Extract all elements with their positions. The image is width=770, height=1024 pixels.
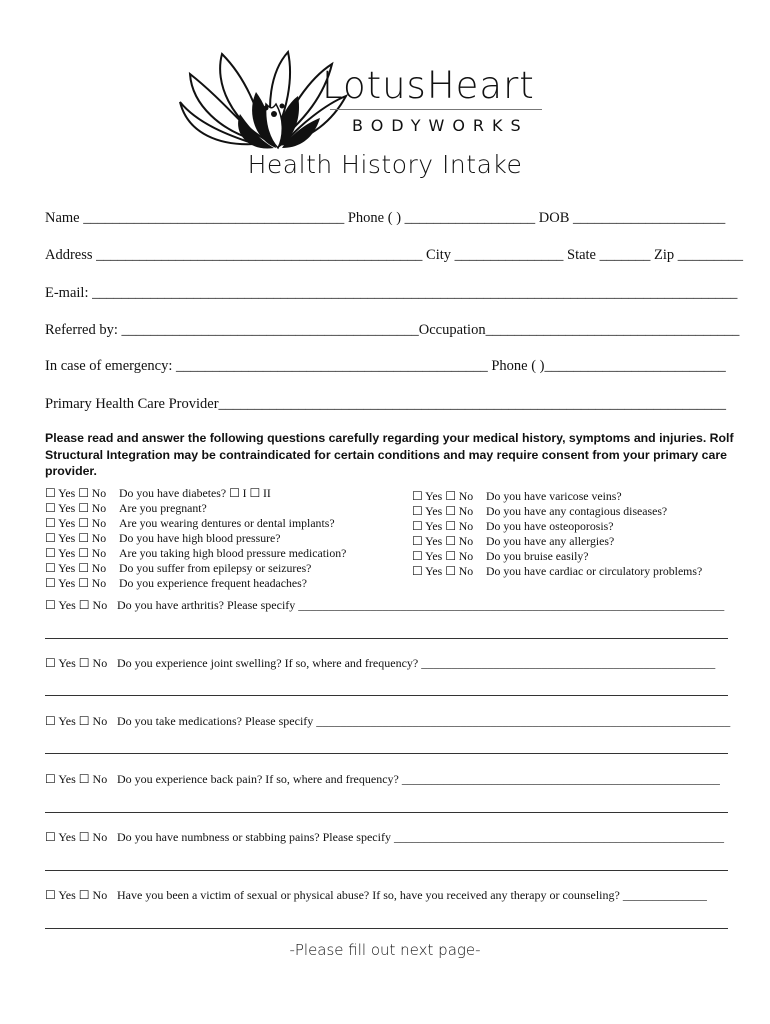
- yes-no-checkboxes[interactable]: ☐ Yes ☐ No: [45, 531, 107, 545]
- question-pregnant[interactable]: ☐ Yes ☐ No Are you pregnant?: [45, 501, 207, 515]
- brand-name: LotusHeart: [322, 64, 535, 107]
- answer-line[interactable]: [45, 753, 728, 754]
- answer-line[interactable]: [45, 870, 728, 871]
- field-row-emergency[interactable]: In case of emergency: ___________________________________________ Phone ( )_________________________: [45, 358, 726, 374]
- page-title: Health History Intake: [247, 150, 523, 179]
- answer-line[interactable]: [45, 638, 728, 639]
- question-dentures[interactable]: ☐ Yes ☐ No Are you wearing dentures or dental implants?: [45, 516, 335, 530]
- question-arthritis[interactable]: ☐ Yes ☐ No Do you have arthritis? Please specify _______________________________________________________________________: [45, 598, 725, 612]
- answer-line[interactable]: [45, 812, 728, 813]
- yes-no-checkboxes[interactable]: ☐ Yes ☐ No: [45, 598, 108, 612]
- question-joint-swelling[interactable]: ☐ Yes ☐ No Do you experience joint swelling? If so, where and frequency? _________________________________________________: [45, 656, 716, 670]
- question-bp-medication[interactable]: ☐ Yes ☐ No Are you taking high blood pressure medication?: [45, 546, 347, 560]
- yes-no-checkboxes[interactable]: ☐ Yes ☐ No: [45, 516, 107, 530]
- yes-no-checkboxes[interactable]: ☐ Yes ☐ No: [45, 576, 107, 590]
- question-varicose-veins[interactable]: ☐ Yes ☐ No Do you have varicose veins?: [412, 489, 622, 503]
- field-row-email[interactable]: E-mail: _________________________________________________________________________________________: [45, 285, 738, 301]
- question-abuse[interactable]: ☐ Yes ☐ No Have you been a victim of sexual or physical abuse? If so, have you received any therapy or counseling? ______________: [45, 888, 707, 902]
- question-back-pain[interactable]: ☐ Yes ☐ No Do you experience back pain? If so, where and frequency? _____________________________________________________: [45, 772, 720, 786]
- yes-no-checkboxes[interactable]: ☐ Yes ☐ No: [45, 714, 108, 728]
- question-contagious-diseases[interactable]: ☐ Yes ☐ No Do you have any contagious diseases?: [412, 504, 668, 518]
- footer-note: -Please fill out next page-: [289, 941, 481, 959]
- yes-no-checkboxes[interactable]: ☐ Yes ☐ No: [412, 549, 474, 563]
- yes-no-checkboxes[interactable]: ☐ Yes ☐ No: [45, 546, 107, 560]
- question-numbness[interactable]: ☐ Yes ☐ No Do you have numbness or stabbing pains? Please specify _______________________________________________________: [45, 830, 724, 844]
- question-allergies[interactable]: ☐ Yes ☐ No Do you have any allergies?: [412, 534, 615, 548]
- yes-no-checkboxes[interactable]: ☐ Yes ☐ No: [45, 888, 108, 902]
- yes-no-checkboxes[interactable]: ☐ Yes ☐ No: [45, 656, 108, 670]
- yes-no-checkboxes[interactable]: ☐ Yes ☐ No: [412, 519, 474, 533]
- yes-no-checkboxes[interactable]: ☐ Yes ☐ No: [412, 564, 474, 578]
- brand-subtitle: BODYWORKS: [352, 116, 529, 135]
- brand-divider: [330, 109, 542, 110]
- question-high-blood-pressure[interactable]: ☐ Yes ☐ No Do you have high blood pressure?: [45, 531, 281, 545]
- yes-no-checkboxes[interactable]: ☐ Yes ☐ No: [45, 830, 108, 844]
- field-row-referral-occupation[interactable]: Referred by: _________________________________________Occupation___________________________________: [45, 322, 740, 338]
- field-row-address[interactable]: Address _____________________________________________ City _______________ State _______ Zip _________: [45, 247, 744, 263]
- question-medications[interactable]: ☐ Yes ☐ No Do you take medications? Please specify _____________________________________________________________________: [45, 714, 731, 728]
- yes-no-checkboxes[interactable]: ☐ Yes ☐ No: [45, 501, 107, 515]
- question-cardiac[interactable]: ☐ Yes ☐ No Do you have cardiac or circulatory problems?: [412, 564, 703, 578]
- answer-line[interactable]: [45, 928, 728, 929]
- yes-no-checkboxes[interactable]: ☐ Yes ☐ No: [45, 486, 107, 500]
- yes-no-checkboxes[interactable]: ☐ Yes ☐ No: [45, 772, 108, 786]
- question-osteoporosis[interactable]: ☐ Yes ☐ No Do you have osteoporosis?: [412, 519, 614, 533]
- answer-line[interactable]: [45, 695, 728, 696]
- yes-no-checkboxes[interactable]: ☐ Yes ☐ No: [412, 489, 474, 503]
- field-row-name-phone-dob[interactable]: Name ____________________________________ Phone ( ) __________________ DOB _____________________: [45, 210, 726, 226]
- question-diabetes[interactable]: ☐ Yes ☐ No Do you have diabetes? ☐ I ☐ II: [45, 486, 271, 500]
- yes-no-checkboxes[interactable]: ☐ Yes ☐ No: [412, 534, 474, 548]
- question-epilepsy[interactable]: ☐ Yes ☐ No Do you suffer from epilepsy or seizures?: [45, 561, 312, 575]
- question-headaches[interactable]: ☐ Yes ☐ No Do you experience frequent headaches?: [45, 576, 307, 590]
- yes-no-checkboxes[interactable]: ☐ Yes ☐ No: [412, 504, 474, 518]
- question-bruise-easily[interactable]: ☐ Yes ☐ No Do you bruise easily?: [412, 549, 589, 563]
- instructions-text: Please read and answer the following questions carefully regarding your medical history, symptoms and injuries. Rolf Structural Integration may be contraindicated for certain conditions and may require consent from your primary care provider.: [45, 431, 734, 478]
- yes-no-checkboxes[interactable]: ☐ Yes ☐ No: [45, 561, 107, 575]
- field-row-primary-provider[interactable]: Primary Health Care Provider______________________________________________________________________: [45, 396, 727, 412]
